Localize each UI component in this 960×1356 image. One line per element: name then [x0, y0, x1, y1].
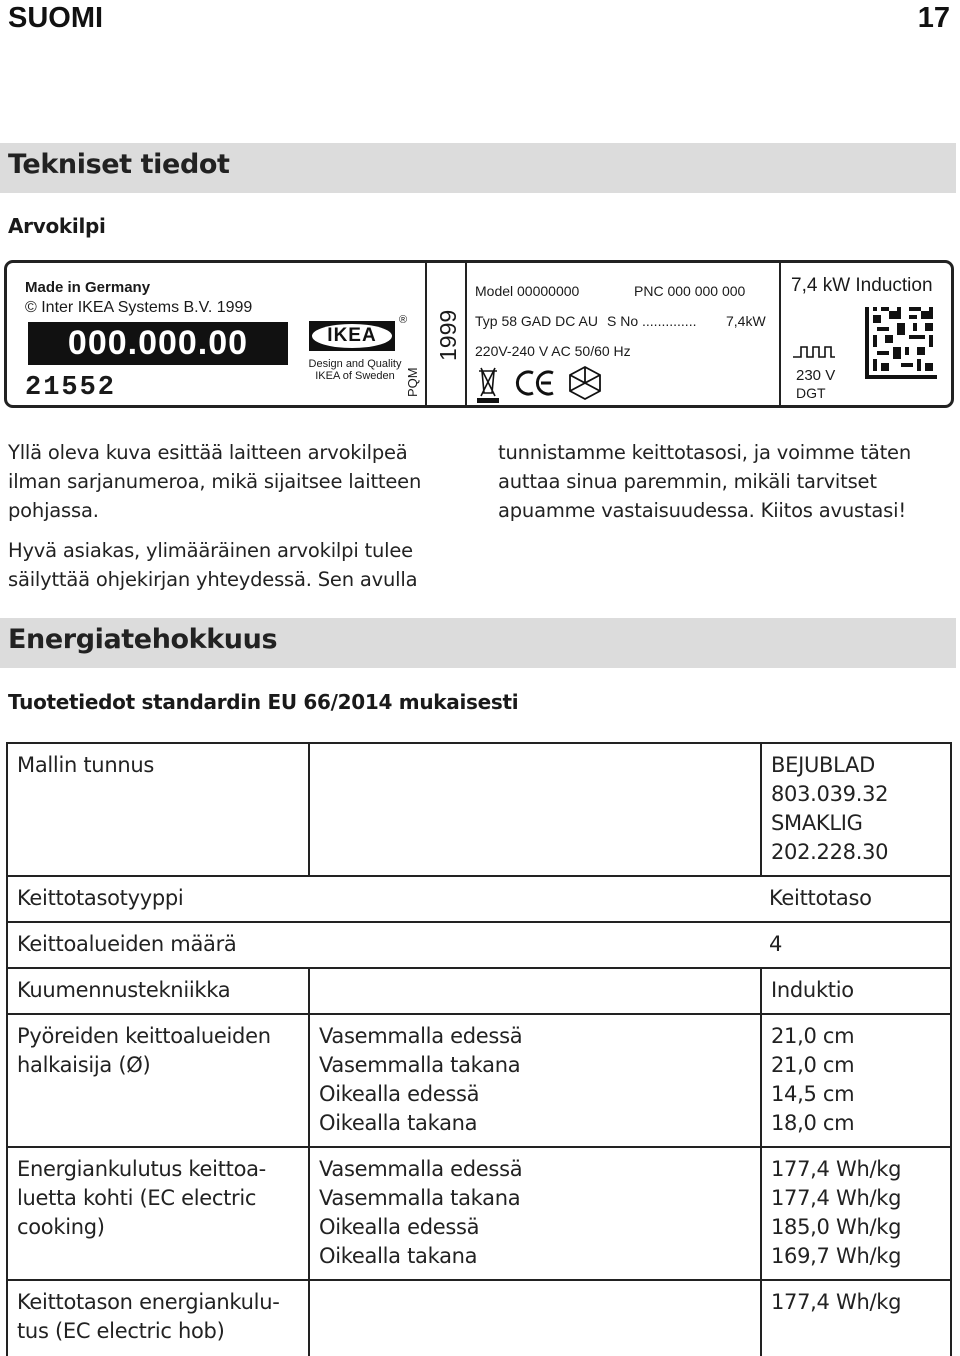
ce-mark-icon	[517, 372, 553, 394]
weee-bin-icon	[477, 368, 499, 403]
table-label: Keittoalueiden määrä	[17, 932, 237, 956]
plate-design-quality	[301, 358, 409, 382]
plate-serial-no: S No ..............	[607, 313, 697, 329]
table-label: Energiankulutus keittoa- luetta kohti (EC electric cooking)	[17, 1157, 266, 1239]
plate-divider-2	[465, 263, 467, 405]
intro-paragraph-1: Yllä oleva kuva esittää laitteen arvokilpeä ilman sarjanumeroa, mikä sijaitsee laitteen pohjassa.	[8, 441, 422, 522]
plate-power: 7,4 kW Induction	[791, 275, 933, 296]
plate-serial: 21552	[25, 373, 117, 403]
design-line-1: Design and Quality	[308, 358, 402, 370]
table-mid	[308, 1281, 760, 1356]
plate-copyright: © Inter IKEA Systems B.V. 1999	[25, 299, 253, 316]
subheading-rating-plate: Arvokilpi	[8, 214, 106, 238]
plate-made-in: Made in Germany	[25, 279, 151, 296]
table-value: 21,0 cm 21,0 cm 14,5 cm 18,0 cm	[760, 1015, 950, 1146]
plate-type: Typ 58 GAD DC AU	[475, 313, 598, 329]
table-row	[8, 1281, 950, 1356]
plate-pqm: PQM	[405, 367, 420, 397]
table-row	[8, 1015, 950, 1148]
page-number: 17	[917, 2, 950, 34]
table-mid	[308, 744, 760, 875]
plate-divider-3	[779, 263, 781, 405]
table-row	[8, 969, 950, 1015]
section-band-energy	[0, 618, 956, 668]
plate-marks	[473, 363, 613, 408]
table-label: Keittotasotyyppi	[17, 886, 184, 910]
plate-divider-1	[425, 263, 427, 405]
plate-dgt: DGT	[796, 385, 826, 401]
data-matrix-code	[865, 307, 937, 383]
table-value: Induktio	[760, 969, 950, 1013]
table-value: BEJUBLAD 803.039.32 SMAKLIG 202.228.30	[760, 744, 950, 875]
header-language: SUOMI	[8, 2, 104, 34]
table-row	[8, 877, 950, 923]
plate-pnc: PNC 000 000 000	[634, 283, 746, 299]
table-label: Kuumennustekniikka	[17, 978, 231, 1002]
ikea-logo-text: IKEA	[312, 324, 392, 348]
induction-wave-icon	[791, 343, 837, 367]
plate-article-number: 000.000.00	[28, 322, 288, 365]
section-title-energy: Energiatehokkuus	[8, 624, 278, 655]
intro-paragraph-2: Hyvä asiakas, ylimääräinen arvokilpi tulee säilyttää ohjekirjan yhteydessä. Sen avulla	[8, 539, 418, 591]
table-mid	[308, 969, 760, 1013]
energy-table	[6, 742, 952, 1356]
table-row	[8, 1148, 950, 1281]
section-title-technical: Tekniset tiedot	[8, 149, 230, 180]
table-row	[8, 923, 950, 969]
safety-mark-icon	[570, 367, 600, 399]
rating-plate	[4, 260, 954, 408]
table-value: 4	[769, 932, 783, 956]
ikea-logo	[309, 321, 395, 351]
plate-volt-230: 230 V	[796, 367, 836, 384]
table-label: Mallin tunnus	[17, 753, 154, 777]
intro-paragraph-3: tunnistamme keittotasosi, ja voimme täten auttaa sinua paremmin, mikäli tarvitset apuamme vastaisuudessa. Kiitos avustasi!	[498, 441, 912, 522]
table-value: 177,4 Wh/kg	[760, 1281, 950, 1356]
plate-voltage: 220V-240 V AC 50/60 Hz	[475, 343, 631, 359]
plate-year: 1999	[435, 309, 461, 361]
table-label: Keittotason energiankulu- tus (EC electric hob)	[17, 1290, 280, 1343]
table-mid: Vasemmalla edessä Vasemmalla takana Oikealla edessä Oikealla takana	[308, 1015, 760, 1146]
table-value: Keittotaso	[769, 886, 872, 910]
design-line-2: IKEA of Sweden	[315, 370, 395, 382]
table-label: Pyöreiden keittoalueiden halkaisija (Ø)	[17, 1024, 271, 1077]
registered-mark: ®	[399, 314, 408, 326]
table-row	[8, 744, 950, 877]
plate-kw: 7,4kW	[726, 313, 766, 329]
table-value: 177,4 Wh/kg 177,4 Wh/kg 185,0 Wh/kg 169,7 Wh/kg	[760, 1148, 950, 1279]
section-band-technical	[0, 143, 956, 193]
table-mid: Vasemmalla edessä Vasemmalla takana Oikealla edessä Oikealla takana	[308, 1148, 760, 1279]
plate-model: Model 00000000	[475, 283, 580, 299]
subheading-product-info: Tuotetiedot standardin EU 66/2014 mukaisesti	[8, 690, 519, 714]
